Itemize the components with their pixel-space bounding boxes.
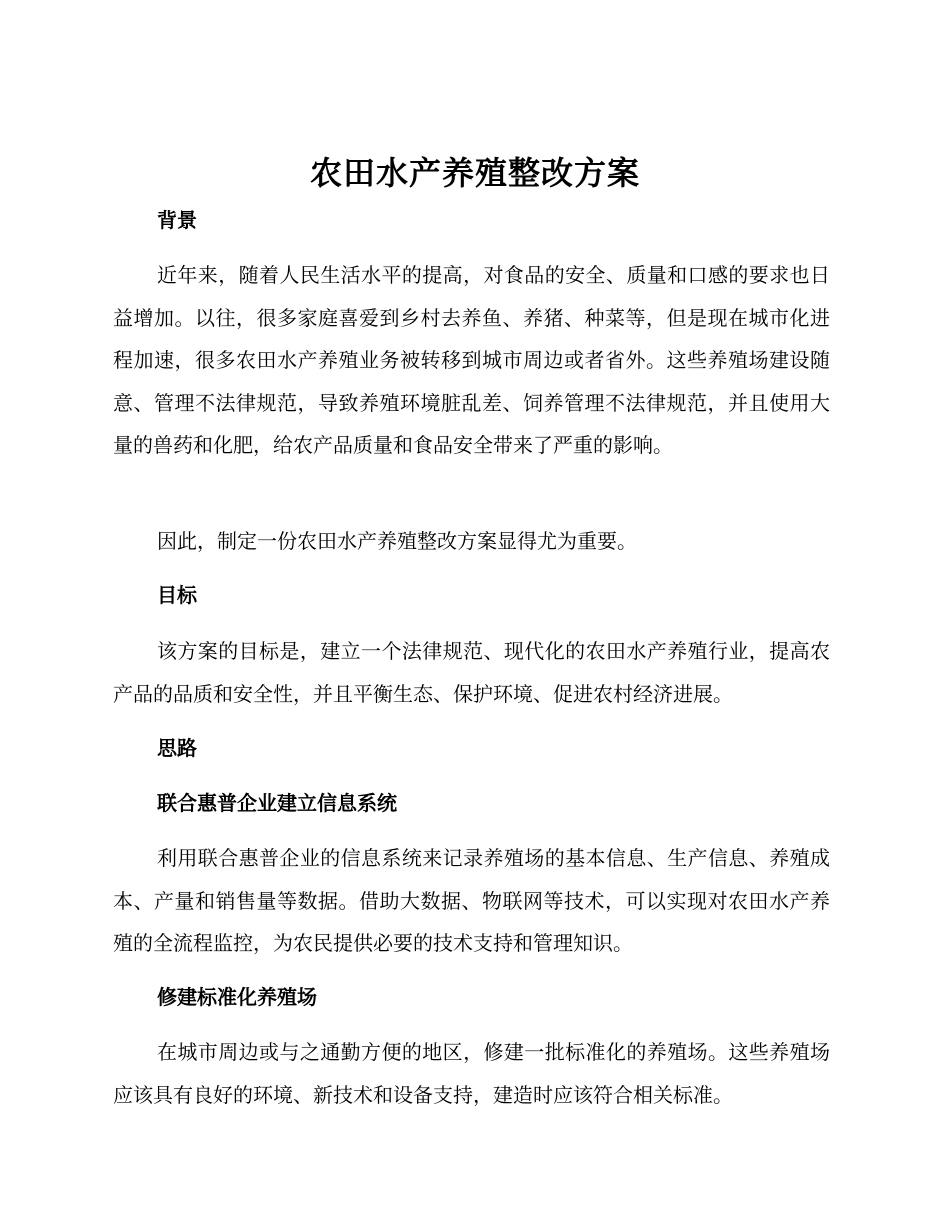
section-heading-approach: 思路 [157,736,197,760]
section-heading-goal: 目标 [157,583,197,607]
section-heading-background: 背景 [157,208,197,232]
subsection-heading-info-system: 联合惠普企业建立信息系统 [157,791,397,815]
standard-farm-paragraph: 在城市周边或与之通勤方便的地区，修建一批标准化的养殖场。这些养殖场应该具有良好的环境、新技术和设备支持，建造时应该符合相关标准。 [113,1040,830,1107]
background-paragraph-2: 因此，制定一份农田水产养殖整改方案显得尤为重要。 [157,529,637,553]
background-paragraph-1: 近年来，随着人民生活水平的提高，对食品的安全、质量和口感的要求也日益增加。以往，很多家庭喜爱到乡村去养鱼、养猪、种菜等，但是现在城市化进程加速，很多农田水产养殖业务被转移到城市周边或者省外。这些养殖场建设随意、管理不法律规范，导致养殖环境脏乱差、饲养管理不法律规范，并且使用大量的兽药和化肥，给农产品质量和食品安全带来了严重的影响。 [113,263,830,457]
info-system-paragraph: 利用联合惠普企业的信息系统来记录养殖场的基本信息、生产信息、养殖成本、产量和销售量等数据。借助大数据、物联网等技术，可以实现对农田水产养殖的全流程监控，为农民提供必要的技术支持和管理知识。 [113,846,830,955]
document-title: 农田水产养殖整改方案 [309,154,640,192]
goal-paragraph: 该方案的目标是，建立一个法律规范、现代化的农田水产养殖行业，提高农产品的品质和安全性，并且平衡生态、保护环境、促进农村经济进展。 [113,639,830,706]
subsection-heading-standard-farm: 修建标准化养殖场 [157,985,317,1009]
